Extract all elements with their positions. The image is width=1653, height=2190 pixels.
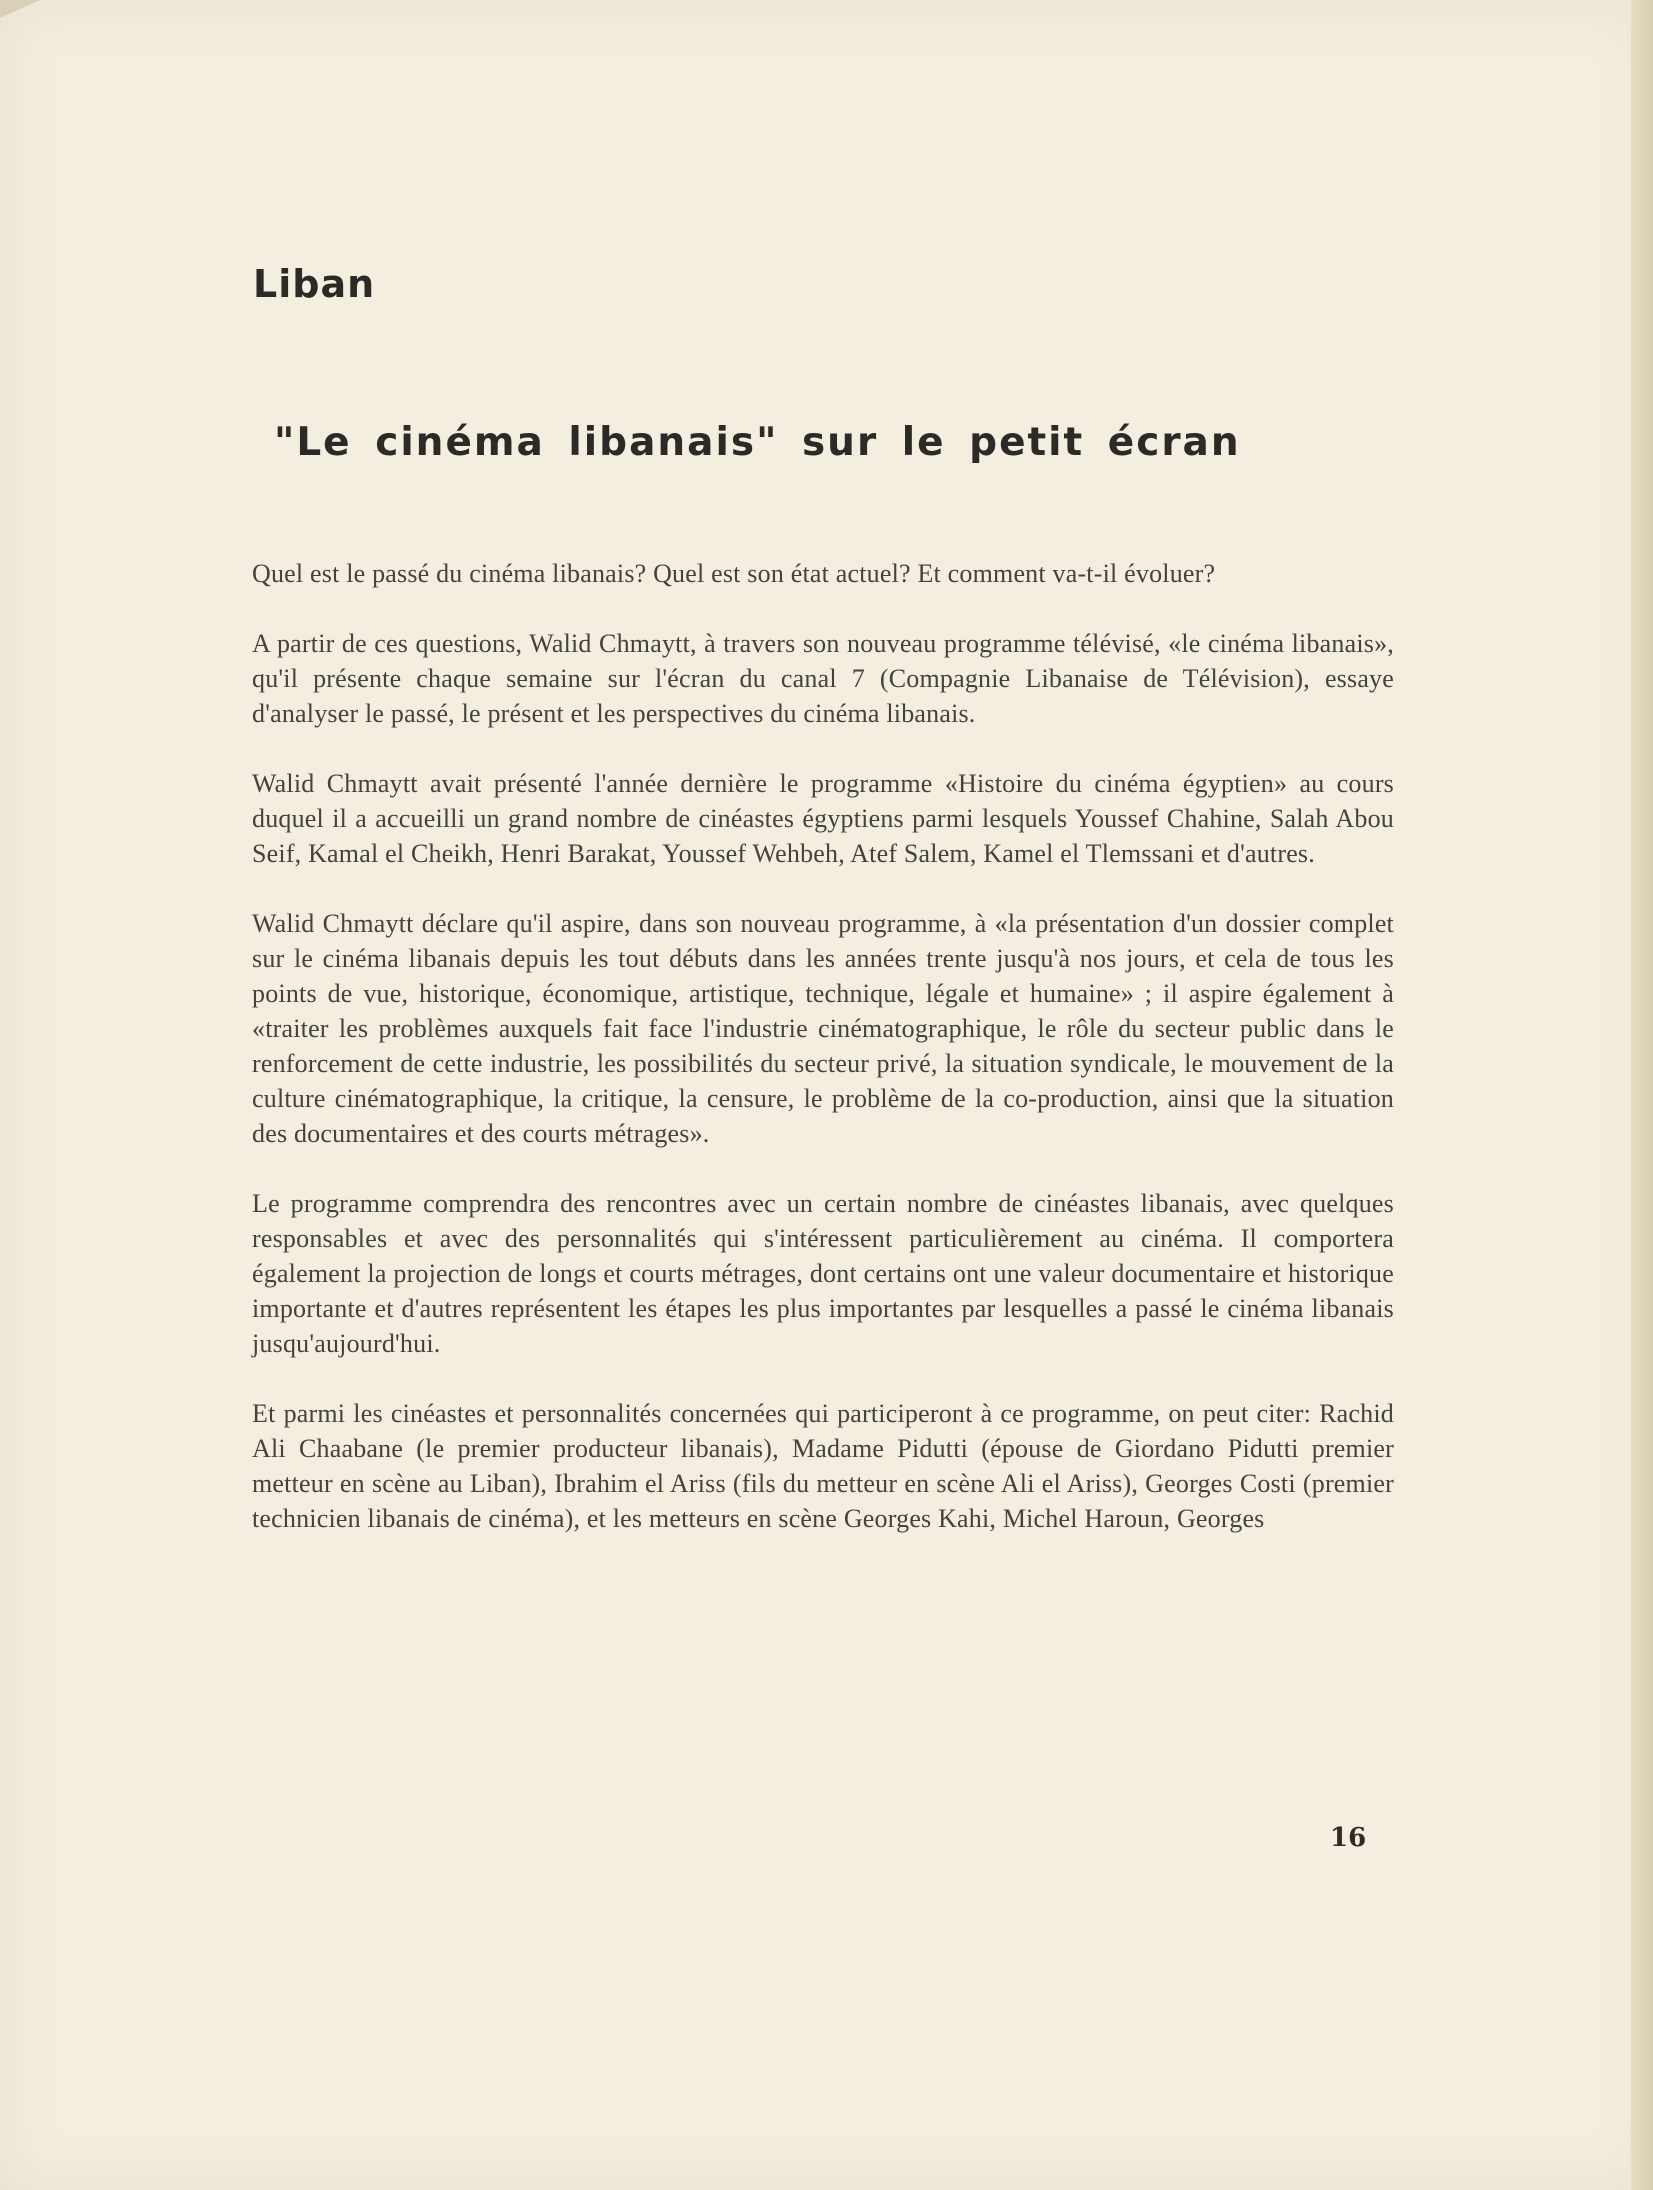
article-body [252,556,1394,1571]
paragraph-6: Et parmi les cinéastes et personnalités concernées qui participeront à ce programme, on peut citer: Rachid Ali Chaabane (le premier producteur libanais), Madame Pidutti (épouse de Giordano Pidutti premier metteur en scène au Liban), Ibrahim el Ariss (fils du metteur en scène Ali el Ariss), Georges Costi (premier technicien libanais de cinéma), et les metteurs en scène Georges Kahi, Michel Haroun, Georges [252,1399,1394,1533]
paragraph-2: A partir de ces questions, Walid Chmaytt, à travers son nouveau programme télévisé, «le cinéma libanais», qu'il présente chaque semaine sur l'écran du canal 7 (Compagnie Libanaise de Télévision), essaye d'analyser le passé, le présent et les perspectives du cinéma libanais. [252,629,1394,728]
page-right-edge [1631,0,1653,2190]
section-heading: Liban [253,262,376,306]
paragraph-4: Walid Chmaytt déclare qu'il aspire, dans son nouveau programme, à «la présentation d'un dossier complet sur le cinéma libanais depuis les tout débuts dans les années trente jusqu'à nos jours, et cela de tous les points de vue, historique, économique, artistique, technique, légale et humaine» ; il aspire également à «traiter les problèmes auxquels fait face l'industrie cinématographique, le rôle du secteur public dans le renforcement de cette industrie, les possibilités du secteur privé, la situation syndicale, le mouvement de la culture cinématographique, la critique, la censure, le problème de la co-production, ainsi que la situation des documentaires et des courts métrages». [252,909,1394,1148]
paragraph-5: Le programme comprendra des rencontres avec un certain nombre de cinéastes libanais, avec quelques responsables et avec des personnalités qui s'intéressent particulièrement au cinéma. Il comportera également la projection de longs et courts métrages, dont certains ont une valeur documentaire et historique importante et d'autres représentent les étapes les plus importantes par lesquelles a passé le cinéma libanais jusqu'aujourd'hui. [252,1189,1394,1358]
paragraph-1: Quel est le passé du cinéma libanais? Quel est son état actuel? Et comment va-t-il évoluer? [252,559,1216,588]
paragraph-3: Walid Chmaytt avait présenté l'année dernière le programme «Histoire du cinéma égyptien» au cours duquel il a accueilli un grand nombre de cinéastes égyptiens parmi lesquels Youssef Chahine, Salah Abou Seif, Kamal el Cheikh, Henri Barakat, Youssef Wehbeh, Atef Salem, Kamel el Tlemssani et d'autres. [252,769,1394,868]
page-corner-fold [0,0,40,18]
article-title: "Le cinéma libanais" sur le petit écran [274,420,1241,465]
page-number: 16 [1330,1823,1367,1853]
